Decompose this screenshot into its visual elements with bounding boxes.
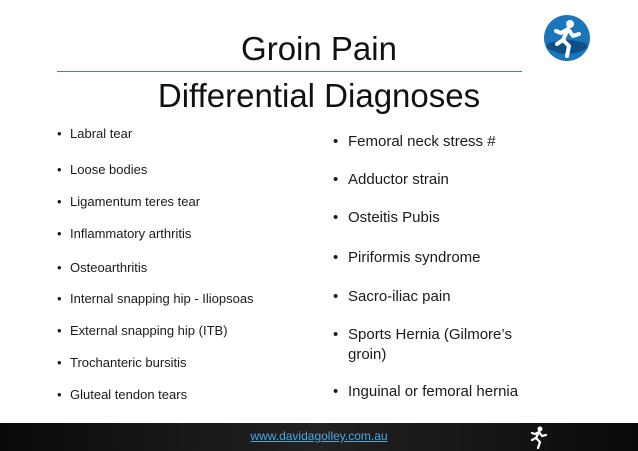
list-item: • Loose bodies (57, 162, 148, 177)
slide-title: Groin Pain (241, 30, 397, 67)
list-item: • Gluteal tendon tears (57, 387, 188, 402)
website-link[interactable]: www.davidagolley.com.au (250, 429, 388, 443)
list-item: • External snapping hip (ITB) (57, 323, 228, 338)
list-item: • Ligamentum teres tear (57, 194, 201, 209)
slide-subtitle: Differential Diagnoses (157, 77, 481, 114)
list-item: • Adductor strain (333, 171, 449, 188)
runner-logo-icon (543, 14, 591, 62)
list-item: • Inguinal or femoral hernia (333, 383, 519, 400)
list-item: • Trochanteric bursitis (57, 355, 187, 370)
list-item: • Sacro-iliac pain (333, 288, 451, 305)
list-item: • Labral tear (57, 126, 133, 141)
footer-bar (0, 423, 638, 451)
list-item: • Femoral neck stress # (333, 133, 496, 150)
runner-icon (526, 425, 550, 449)
list-item: • Inflammatory arthritis (57, 226, 192, 241)
list-item: • Osteoarthritis (57, 260, 148, 275)
list-item: • Internal snapping hip - Iliopsoas (57, 291, 254, 306)
list-item: • Piriformis syndrome (333, 249, 481, 266)
list-item: • Osteitis Pubis (333, 209, 440, 226)
title-divider (57, 71, 522, 72)
list-item: • Sports Hernia (Gilmore’s groin) (333, 326, 512, 363)
